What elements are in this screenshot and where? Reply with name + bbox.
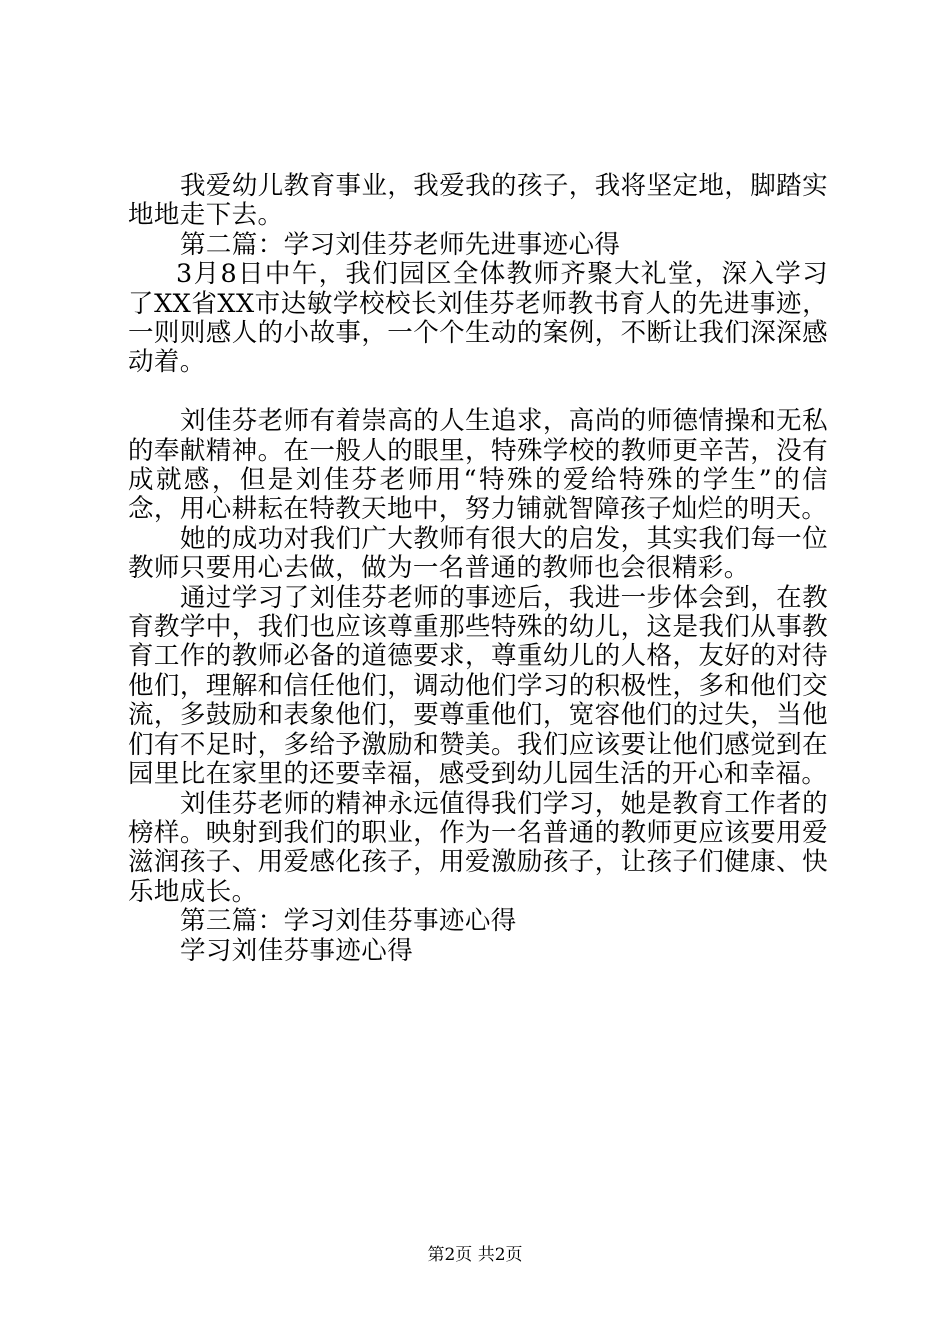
section-subtitle-part-three: 学习刘佳芬事迹心得 xyxy=(180,935,414,966)
section-heading-part-three: 第三篇：学习刘佳芬事迹心得 xyxy=(180,906,517,937)
blank-line xyxy=(128,378,828,407)
paragraph-event-intro: 3月8日中午，我们园区全体教师齐聚大礼堂，深入学习了XX省XX市达敏学校校长刘佳芬老师教书育人的先进事迹，一则则感人的小故事，一个个生动的案例，不断让我们深深感动着。 xyxy=(128,259,828,378)
paragraph-inspiration: 她的成功对我们广大教师有很大的启发，其实我们每一位教师只要用心去做，做为一名普通的教师也会很精彩。 xyxy=(128,523,828,584)
paragraph-reflection: 通过学习了刘佳芬老师的事迹后，我进一步体会到，在教育教学中，我们也应该尊重那些特殊的幼儿，这是我们从事教育工作的教师必备的道德要求，尊重幼儿的人格，友好的对待他们，理解和信任他们，调动他们学习的积极性，多和他们交流，多鼓励和表象他们，要尊重他们，宽容他们的过失，当他们有不足时，多给予激励和赞美。我们应该要让他们感觉到在园里比在家里的还要幸福，感受到幼儿园生活的开心和幸福。 xyxy=(128,582,828,790)
document-body xyxy=(128,172,828,966)
paragraph-closing-statement: 我爱幼儿教育事业，我爱我的孩子，我将坚定地，脚踏实地地走下去。 xyxy=(128,171,828,231)
paragraph-role-model: 刘佳芬老师的精神永远值得我们学习，她是教育工作者的榜样。映射到我们的职业，作为一名普通的教师更应该要用爱滋润孩子、用爱感化孩子，用爱激励孩子，让孩子们健康、快乐地成长。 xyxy=(128,788,828,907)
paragraph-teacher-spirit: 刘佳芬老师有着崇高的人生追求，高尚的师德情操和无私的奉献精神。在一般人的眼里，特殊学校的教师更辛苦，没有成就感，但是刘佳芬老师用“特殊的爱给特殊的学生”的信念，用心耕耘在特教天地中，努力铺就智障孩子灿烂的明天。 xyxy=(128,406,828,525)
page-footer: 第2页 共2页 xyxy=(427,1245,523,1265)
section-heading-part-two: 第二篇：学习刘佳芬老师先进事迹心得 xyxy=(180,229,621,260)
